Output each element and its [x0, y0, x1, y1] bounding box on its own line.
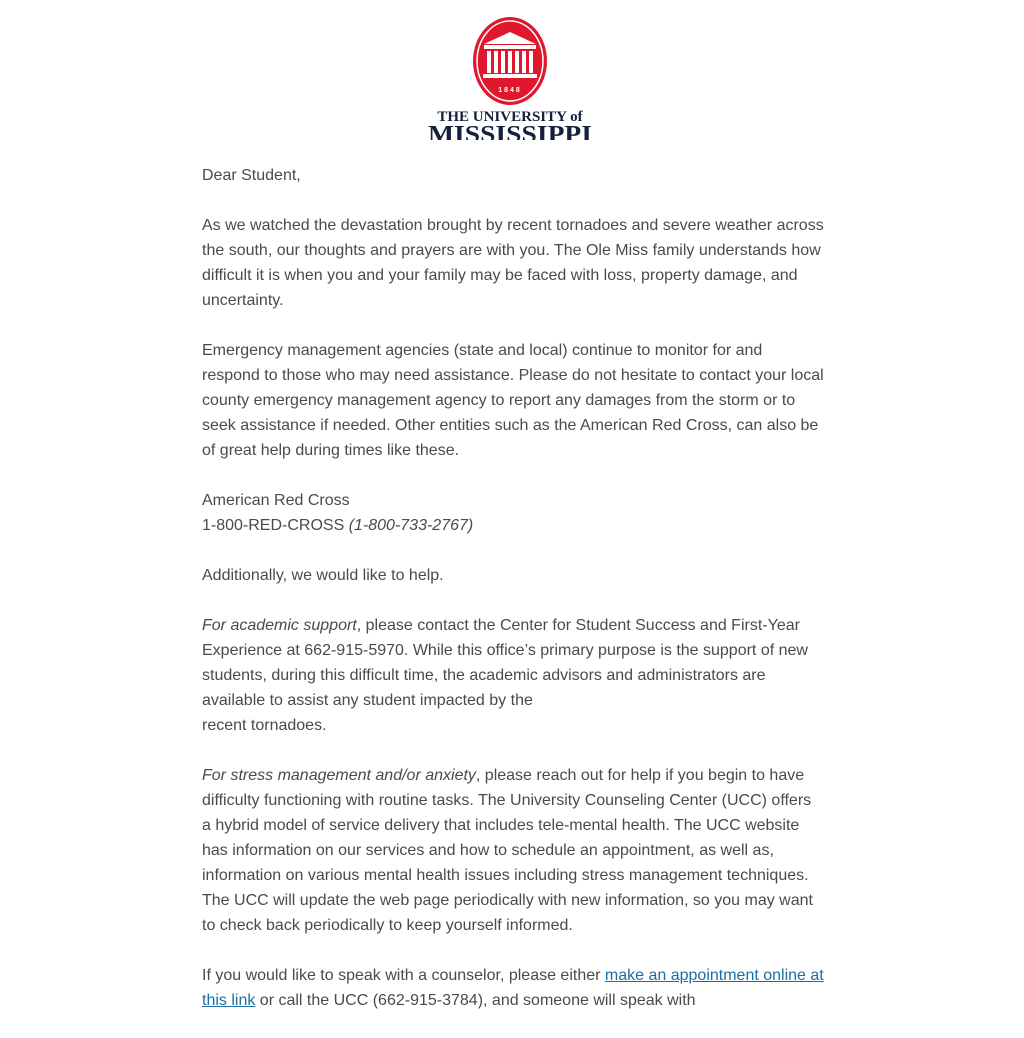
academic-text-end: recent tornadoes.: [202, 717, 327, 734]
svg-text:THE UNIVERSITY of: THE UNIVERSITY of: [437, 109, 583, 125]
stress-text: , please reach out for help if you begin to have difficulty functioning with routine tasks. The University Counseling Center (UCC) offers a hybrid model of service delivery that includes tele-mental health. The UCC website has information on our services and how to schedule an appointment, as well as, information on various mental health issues including stress management techniques. The UCC will update the web page periodically with new information, so you may want to check back periodically to keep yourself informed.: [202, 767, 813, 934]
stress-heading: For stress management and/or anxiety: [202, 767, 476, 784]
counselor-text: If you would like to speak with a counselor, please either: [202, 967, 605, 984]
red-cross-digits: (1-800-733-2767): [348, 517, 474, 534]
appointment-link[interactable]: make an appointment online at this link: [202, 967, 824, 1009]
svg-text:MISSISSIPPI: MISSISSIPPI: [428, 122, 592, 140]
academic-text: , please contact the Center for Student Success and First-Year Experience at 662-915-5970. While this office’s primary purpose is the support of new students, during this difficult time, the academic advisors and administrators are available to assist any student impacted by the: [202, 617, 808, 709]
paragraph-emergency: Emergency management agencies (state and local) continue to monitor for and respond to those who may need assistance. Please do not hesitate to contact your local county emergency management agency to report any damages from the storm or to seek assistance if needed. Other entities such as the American Red Cross, can also be of great help during times like these.: [202, 342, 824, 459]
university-logo: [420, 8, 610, 140]
red-cross-contact: [202, 488, 824, 538]
red-cross-name: American Red Cross: [202, 492, 350, 509]
svg-text:1848: 1848: [498, 87, 522, 94]
red-cross-phone: 1-800-RED-CROSS: [202, 517, 349, 534]
paragraph-condolence: As we watched the devastation brought by recent tornadoes and severe weather across the south, our thoughts and prayers are with you. The Ole Miss family understands how difficult it is when you and your family may be faced with loss, property damage, and uncertainty.: [202, 217, 824, 309]
academic-heading: For academic support: [202, 617, 357, 634]
paragraph-stress: [202, 763, 824, 938]
paragraph-counselor: [202, 963, 824, 1013]
letter-body: [202, 163, 824, 1038]
greeting: Dear Student,: [202, 167, 301, 184]
paragraph-academic: [202, 613, 824, 738]
counselor-text-end: or call the UCC (662-915-3784), and someone will speak with: [255, 992, 696, 1009]
paragraph-help: Additionally, we would like to help.: [202, 567, 444, 584]
